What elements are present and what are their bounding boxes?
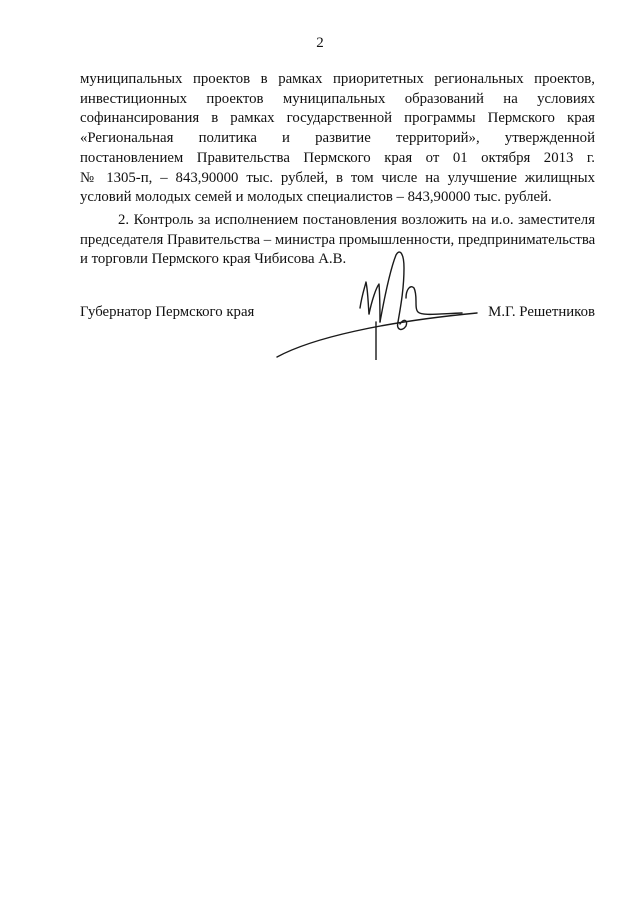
paragraph-line: софинансирования в рамках государственной программы Пермского края	[80, 110, 595, 127]
signer-title: Губернатор Пермского края	[80, 304, 255, 320]
page-number: 2	[316, 35, 324, 51]
paragraph-1	[80, 70, 595, 208]
paragraph-line: председателя Правительства – министра промышленности, предпринимательства	[80, 231, 596, 248]
paragraph-line: № 1305-п, – 843,90000 тыс. рублей, в том числе на улучшение жилищных	[80, 169, 595, 186]
paragraph-line: «Региональная политика и развитие территорий», утвержденной	[80, 130, 595, 147]
paragraph-line: постановлением Правительства Пермского края от 01 октября 2013 г.	[80, 149, 595, 166]
handwritten-signature	[272, 240, 482, 360]
signature-block	[80, 303, 595, 325]
signer-name: М.Г. Решетников	[488, 304, 595, 320]
paragraph-line: условий молодых семей и молодых специалистов – 843,90000 тыс. рублей.	[80, 189, 552, 206]
paragraph-line: 2. Контроль за исполнением постановления возложить на и.о. заместителя	[118, 211, 595, 228]
paragraph-line: муниципальных проектов в рамках приоритетных региональных проектов,	[80, 71, 595, 87]
paragraph-line: и торговли Пермского края Чибисова А.В.	[80, 251, 347, 268]
paragraph-line: инвестиционных проектов муниципальных образований на условиях	[80, 90, 595, 107]
